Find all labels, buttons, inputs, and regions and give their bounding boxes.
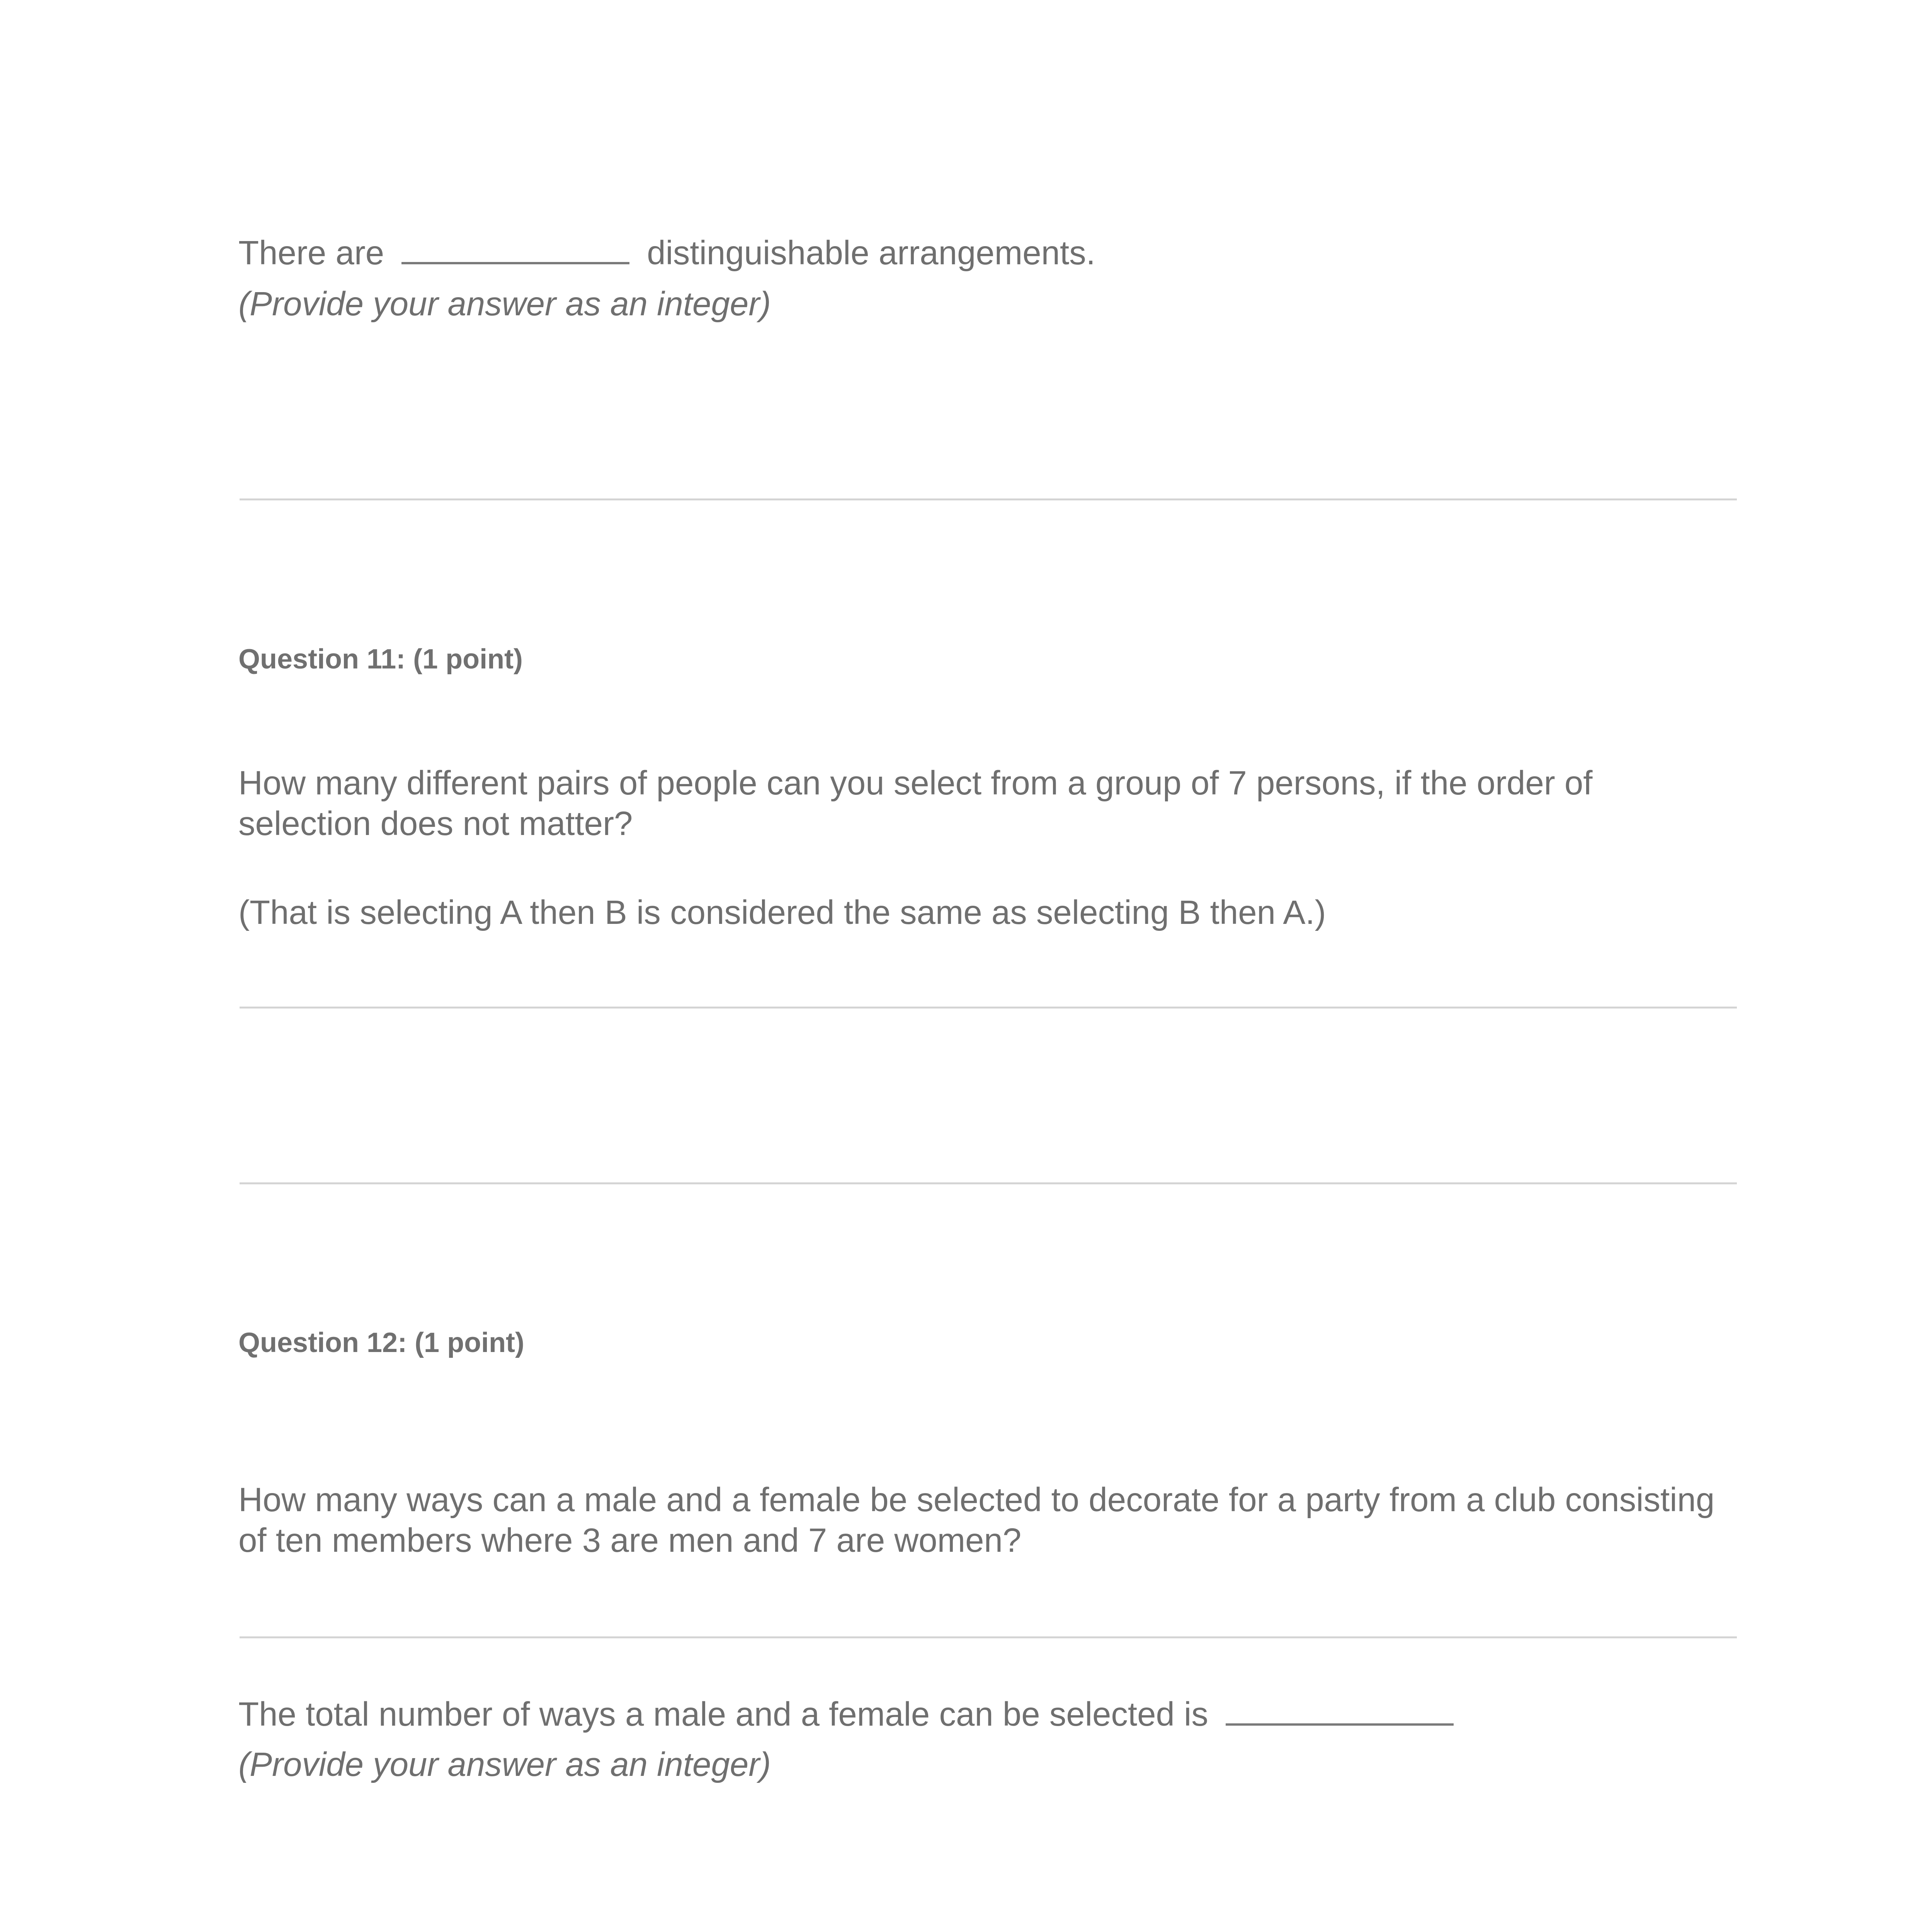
q10-answer-prefix: There are — [238, 234, 384, 272]
q10-hint: (Provide your answer as an integer) — [238, 285, 771, 323]
q10-answer-line — [238, 233, 1095, 273]
q12-heading: Question 12: (1 point) — [238, 1327, 525, 1358]
divider — [240, 1007, 1737, 1009]
q12-answer-prefix: The total number of ways a male and a female can be selected is — [238, 1696, 1208, 1733]
divider — [240, 1636, 1737, 1638]
q12-prompt-line1: How many ways can a male and a female be selected to decorate for a party from a club consisting — [238, 1481, 1715, 1519]
q11-note: (That is selecting A then B is considered the same as selecting B then A.) — [238, 894, 1326, 931]
q12-hint: (Provide your answer as an integer) — [238, 1746, 771, 1783]
divider — [240, 1182, 1737, 1184]
q11-heading: Question 11: (1 point) — [238, 644, 523, 675]
divider — [240, 498, 1737, 500]
q12-answer-blank[interactable] — [1226, 1700, 1454, 1726]
q11-prompt-line1: How many different pairs of people can you select from a group of 7 persons, if the order of — [238, 764, 1593, 802]
q10-answer-blank[interactable] — [401, 239, 629, 264]
q11-prompt-line2: selection does not matter? — [238, 805, 633, 842]
q12-answer-line — [238, 1694, 1471, 1735]
q12-prompt-line2: of ten members where 3 are men and 7 are women? — [238, 1522, 1022, 1559]
q10-answer-suffix: distinguishable arrangements. — [647, 234, 1095, 272]
